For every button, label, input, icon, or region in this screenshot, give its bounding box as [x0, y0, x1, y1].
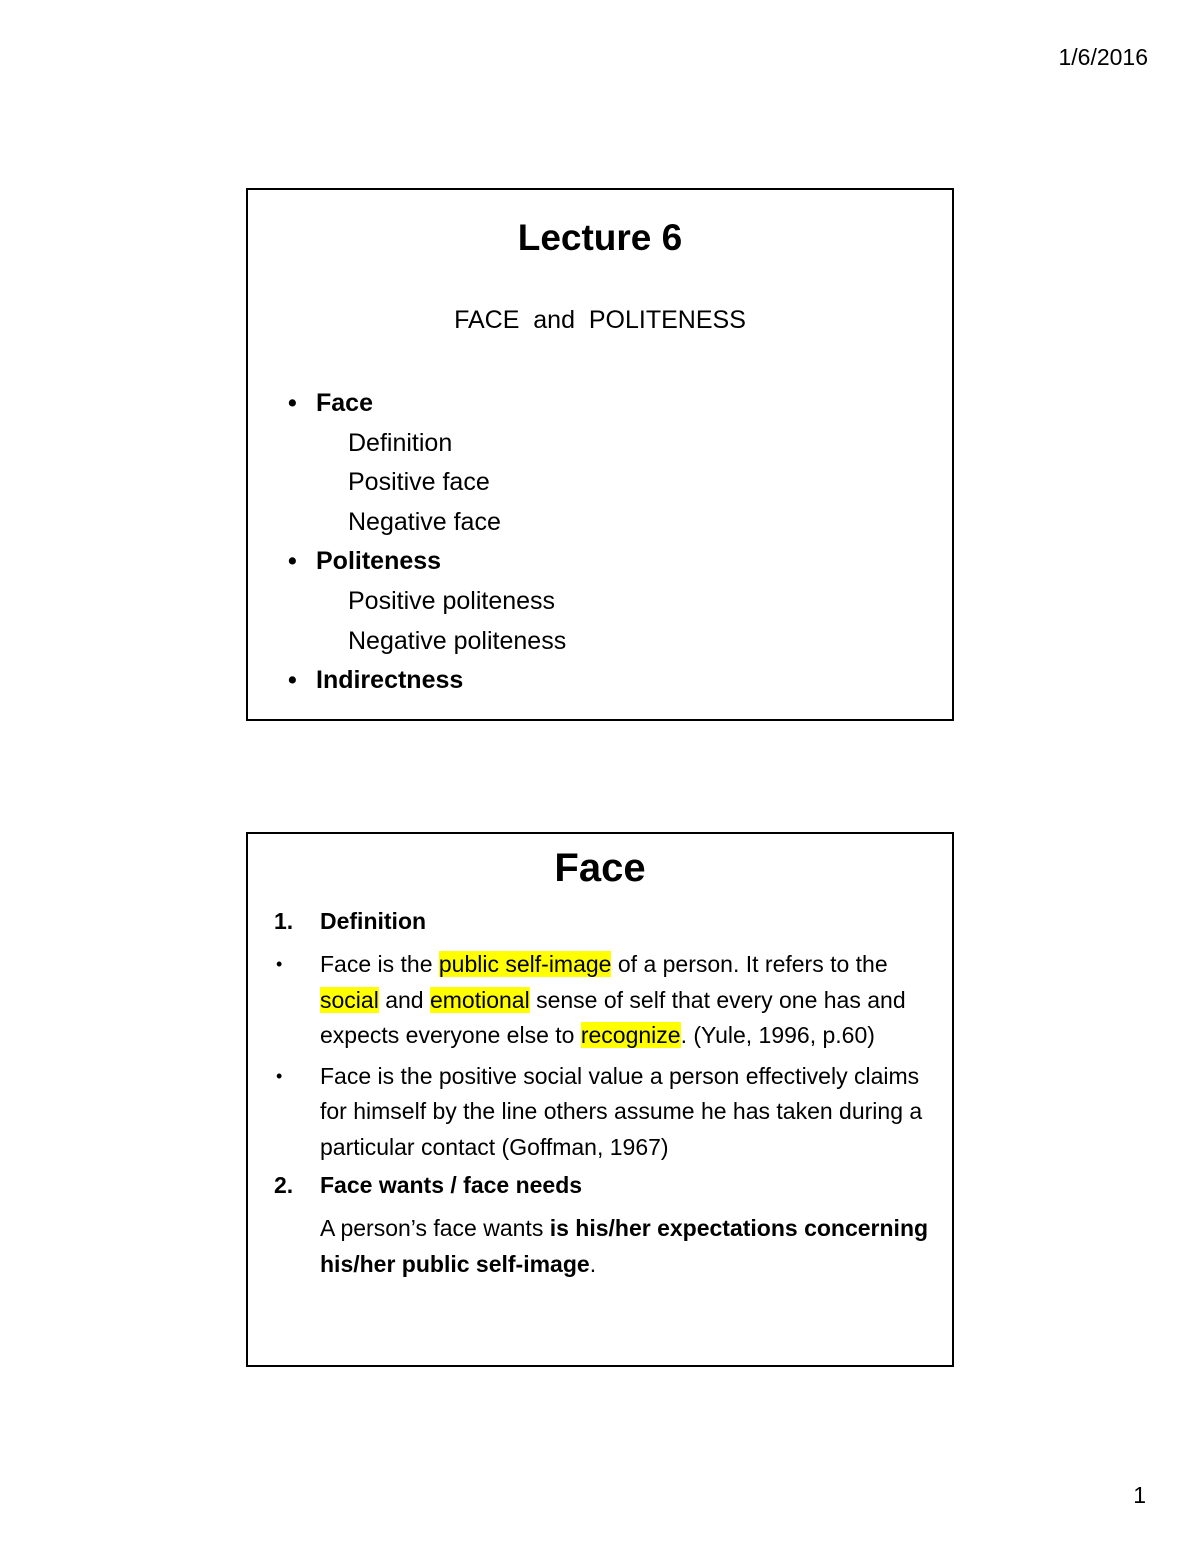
topic-label: Politeness — [316, 547, 442, 576]
body-text: of a person. It refers to the — [611, 951, 888, 977]
topic-label: Face — [316, 389, 373, 417]
highlighted-term: recognize — [580, 1022, 681, 1048]
subtopic-item — [248, 503, 952, 543]
section-heading-definition — [248, 906, 952, 942]
slide-face — [246, 832, 954, 1367]
body-text: Face is the positive social value a person effectively claims for himself by the line others assume he has taken during a particular contact (Goffman, 1967) — [320, 1062, 923, 1160]
bullet-icon: • — [276, 1065, 283, 1086]
bullet-icon: • — [288, 389, 297, 417]
subtopic-label: Definition — [348, 428, 453, 457]
subtopic-item — [248, 463, 952, 503]
body-text: . (Yule, 1996, p.60) — [680, 1022, 875, 1048]
topic-item-face — [248, 384, 952, 424]
highlighted-term: emotional — [429, 986, 530, 1013]
section-title: Face wants / face needs — [320, 1172, 583, 1198]
body-text: A person’s face wants — [320, 1215, 550, 1241]
subtopic-item — [248, 622, 952, 662]
page-date: 1/6/2016 — [1058, 44, 1148, 70]
definition-bullet-goffman — [248, 1059, 952, 1166]
bullet-icon: • — [288, 547, 297, 576]
subtopic-label: Negative politeness — [348, 626, 567, 655]
subtopic-item — [248, 424, 952, 464]
slide-body — [248, 906, 952, 1282]
subtopic-label: Negative face — [348, 507, 501, 536]
topic-label: Indirectness — [316, 666, 464, 695]
slide-lecture-title — [246, 188, 954, 721]
slide-title: Lecture 6 — [517, 217, 683, 258]
highlighted-term: public self-image — [438, 951, 612, 977]
subtopic-label: Positive politeness — [348, 586, 556, 615]
section-heading-face-wants — [248, 1170, 952, 1206]
definition-bullet-yule — [248, 947, 952, 1054]
body-text: Face is the — [320, 951, 439, 977]
page-number: 1 — [1133, 1482, 1146, 1508]
section-title: Definition — [320, 908, 427, 934]
slide-subtitle: FACE and POLITENESS — [454, 306, 746, 334]
section-number: 1. — [274, 908, 294, 934]
body-text: and — [378, 986, 430, 1013]
topic-item-indirectness — [248, 661, 952, 701]
body-text: sense of self that every one has and expects everyone else to — [320, 986, 906, 1048]
emphasized-text: is his/her expectations concerning his/her public self-image — [320, 1215, 929, 1277]
face-wants-text — [248, 1211, 952, 1282]
bullet-icon: • — [276, 954, 283, 974]
subtopic-label: Positive face — [348, 468, 490, 497]
topic-list — [248, 384, 952, 701]
highlighted-term: social — [320, 986, 379, 1013]
bullet-icon: • — [288, 666, 297, 695]
section-number: 2. — [274, 1172, 294, 1198]
body-text: . — [589, 1250, 597, 1277]
topic-item-politeness — [248, 542, 952, 582]
subtopic-item — [248, 582, 952, 622]
slide-title: Face — [554, 846, 646, 890]
